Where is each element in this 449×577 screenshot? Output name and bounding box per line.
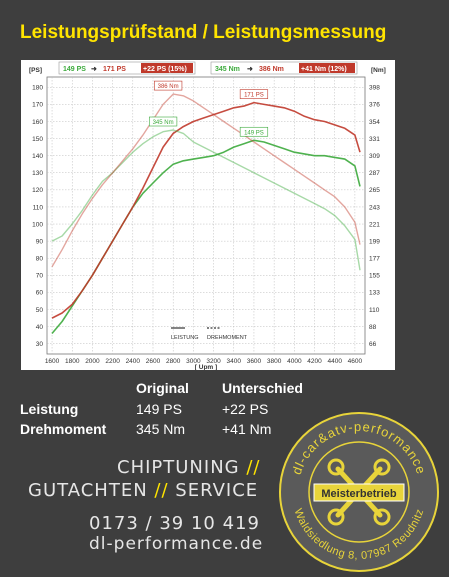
ad-separator: // xyxy=(246,457,261,478)
leistung-original: 149 PS xyxy=(136,401,182,417)
x-tick-label: 3800 xyxy=(266,358,282,365)
x-tick-label: 3400 xyxy=(226,358,241,365)
y-right-tick-label: 354 xyxy=(369,118,380,126)
x-tick-label: 3600 xyxy=(246,358,262,365)
x-axis-label: [ Upm ] xyxy=(194,364,218,370)
x-tick-label: 2600 xyxy=(145,358,161,365)
y-right-tick-label: 199 xyxy=(369,238,380,246)
x-tick-label: 1600 xyxy=(44,358,60,365)
y-right-tick-label: 398 xyxy=(369,84,380,92)
legend-nm-to: 386 Nm xyxy=(259,66,284,73)
y-right-tick-label: 88 xyxy=(369,323,377,331)
legend-ps-diff: +22 PS (15%) xyxy=(143,66,187,73)
arrow-icon: ➜ xyxy=(91,66,97,73)
y-right-tick-label: 243 xyxy=(369,204,380,212)
x-tick-label: 2800 xyxy=(165,358,181,365)
ad-phone: 0173 / 39 10 419 xyxy=(89,513,260,534)
leistung-diff: +22 PS xyxy=(222,401,269,417)
dyno-chart-svg xyxy=(21,60,395,370)
annotation-ps-tuned: 171 PS xyxy=(244,92,264,99)
y-right-tick-label: 221 xyxy=(369,221,380,229)
legend-solid-label: LEISTUNG xyxy=(171,335,199,341)
y-right-axis-label: [Nm] xyxy=(371,67,386,74)
legend-torque xyxy=(211,62,357,74)
y-right-tick-label: 287 xyxy=(369,170,380,178)
row-label-drehmoment: Drehmoment xyxy=(20,421,107,437)
y-right-tick-label: 66 xyxy=(369,341,377,349)
header-difference: Unterschied xyxy=(222,380,303,396)
legend-power xyxy=(59,62,195,74)
page-title: Leistungsprüfstand / Leistungsmessung xyxy=(20,22,387,43)
x-tick-label: 2200 xyxy=(105,358,120,365)
ad-chiptuning-text: CHIPTUNING xyxy=(117,457,240,478)
row-label-leistung: Leistung xyxy=(20,401,79,417)
x-tick-label: 2000 xyxy=(85,358,100,365)
x-tick-label: 2400 xyxy=(125,358,141,365)
y-right-tick-label: 177 xyxy=(369,255,380,263)
y-right-tick-label: 309 xyxy=(369,152,380,160)
dyno-chart xyxy=(21,60,395,370)
y-left-tick-label: 110 xyxy=(32,204,43,212)
legend-ps-from: 149 PS xyxy=(63,66,86,73)
y-left-tick-label: 170 xyxy=(32,101,43,109)
x-tick-label: 4600 xyxy=(347,358,363,365)
y-left-tick-label: 150 xyxy=(32,135,43,143)
ad-line-gutachten-service xyxy=(28,480,258,501)
y-left-axis-label: [PS] xyxy=(29,67,42,74)
meisterbetrieb-stamp xyxy=(278,411,440,573)
legend-ps-to: 171 PS xyxy=(103,66,126,73)
annotation-nm-orig: 345 Nm xyxy=(152,120,174,127)
stamp-top-text: dl-car&atv-performance xyxy=(288,418,430,477)
ad-separator: // xyxy=(154,480,169,501)
y-right-tick-label: 155 xyxy=(369,272,380,280)
stamp-bottom-text: Waldsiedlung 8, 07987 Reudnitz xyxy=(291,507,427,563)
ad-gutachten-text: GUTACHTEN xyxy=(28,480,148,501)
y-left-tick-label: 100 xyxy=(32,221,43,229)
y-left-tick-label: 70 xyxy=(35,272,43,280)
y-left-tick-label: 50 xyxy=(35,306,43,314)
legend-dashed-label: DREHMOMENT xyxy=(207,335,248,341)
y-left-tick-label: 40 xyxy=(35,323,43,331)
y-right-tick-label: 133 xyxy=(369,289,380,297)
y-left-tick-label: 130 xyxy=(32,170,43,178)
y-right-tick-label: 331 xyxy=(369,135,380,143)
y-left-tick-label: 30 xyxy=(35,341,43,349)
legend-nm-from: 345 Nm xyxy=(215,66,240,73)
plot-frame xyxy=(47,77,365,354)
header-original: Original xyxy=(136,380,189,396)
ad-service-text: SERVICE xyxy=(175,480,259,501)
y-right-tick-label: 376 xyxy=(369,101,380,109)
drehmoment-original: 345 Nm xyxy=(136,421,186,437)
y-left-tick-label: 140 xyxy=(32,152,43,160)
x-tick-label: 3000 xyxy=(186,358,201,365)
legend-nm-diff: +41 Nm (12%) xyxy=(301,66,347,73)
ad-website: dl-performance.de xyxy=(89,534,264,554)
y-right-tick-label: 110 xyxy=(369,306,380,314)
x-tick-label: 1800 xyxy=(65,358,80,365)
y-right-tick-label: 265 xyxy=(369,187,380,195)
annotation-ps-orig: 149 PS xyxy=(244,130,264,137)
y-left-tick-label: 160 xyxy=(32,118,43,126)
x-tick-label: 4200 xyxy=(307,358,322,365)
y-left-tick-label: 180 xyxy=(32,84,43,92)
annotation-nm-tuned: 386 Nm xyxy=(157,84,179,91)
stamp-center-label: Meisterbetrieb xyxy=(321,488,397,500)
x-tick-label: 3200 xyxy=(206,358,221,365)
x-tick-label: 4400 xyxy=(327,358,342,365)
drehmoment-diff: +41 Nm xyxy=(222,421,272,437)
ad-line-chiptuning xyxy=(117,457,261,478)
y-left-tick-label: 60 xyxy=(35,289,43,297)
y-left-tick-label: 80 xyxy=(35,255,43,263)
y-left-tick-label: 90 xyxy=(35,238,43,246)
x-tick-label: 4000 xyxy=(287,358,302,365)
y-left-tick-label: 120 xyxy=(32,187,43,195)
arrow-icon: ➜ xyxy=(247,66,253,73)
